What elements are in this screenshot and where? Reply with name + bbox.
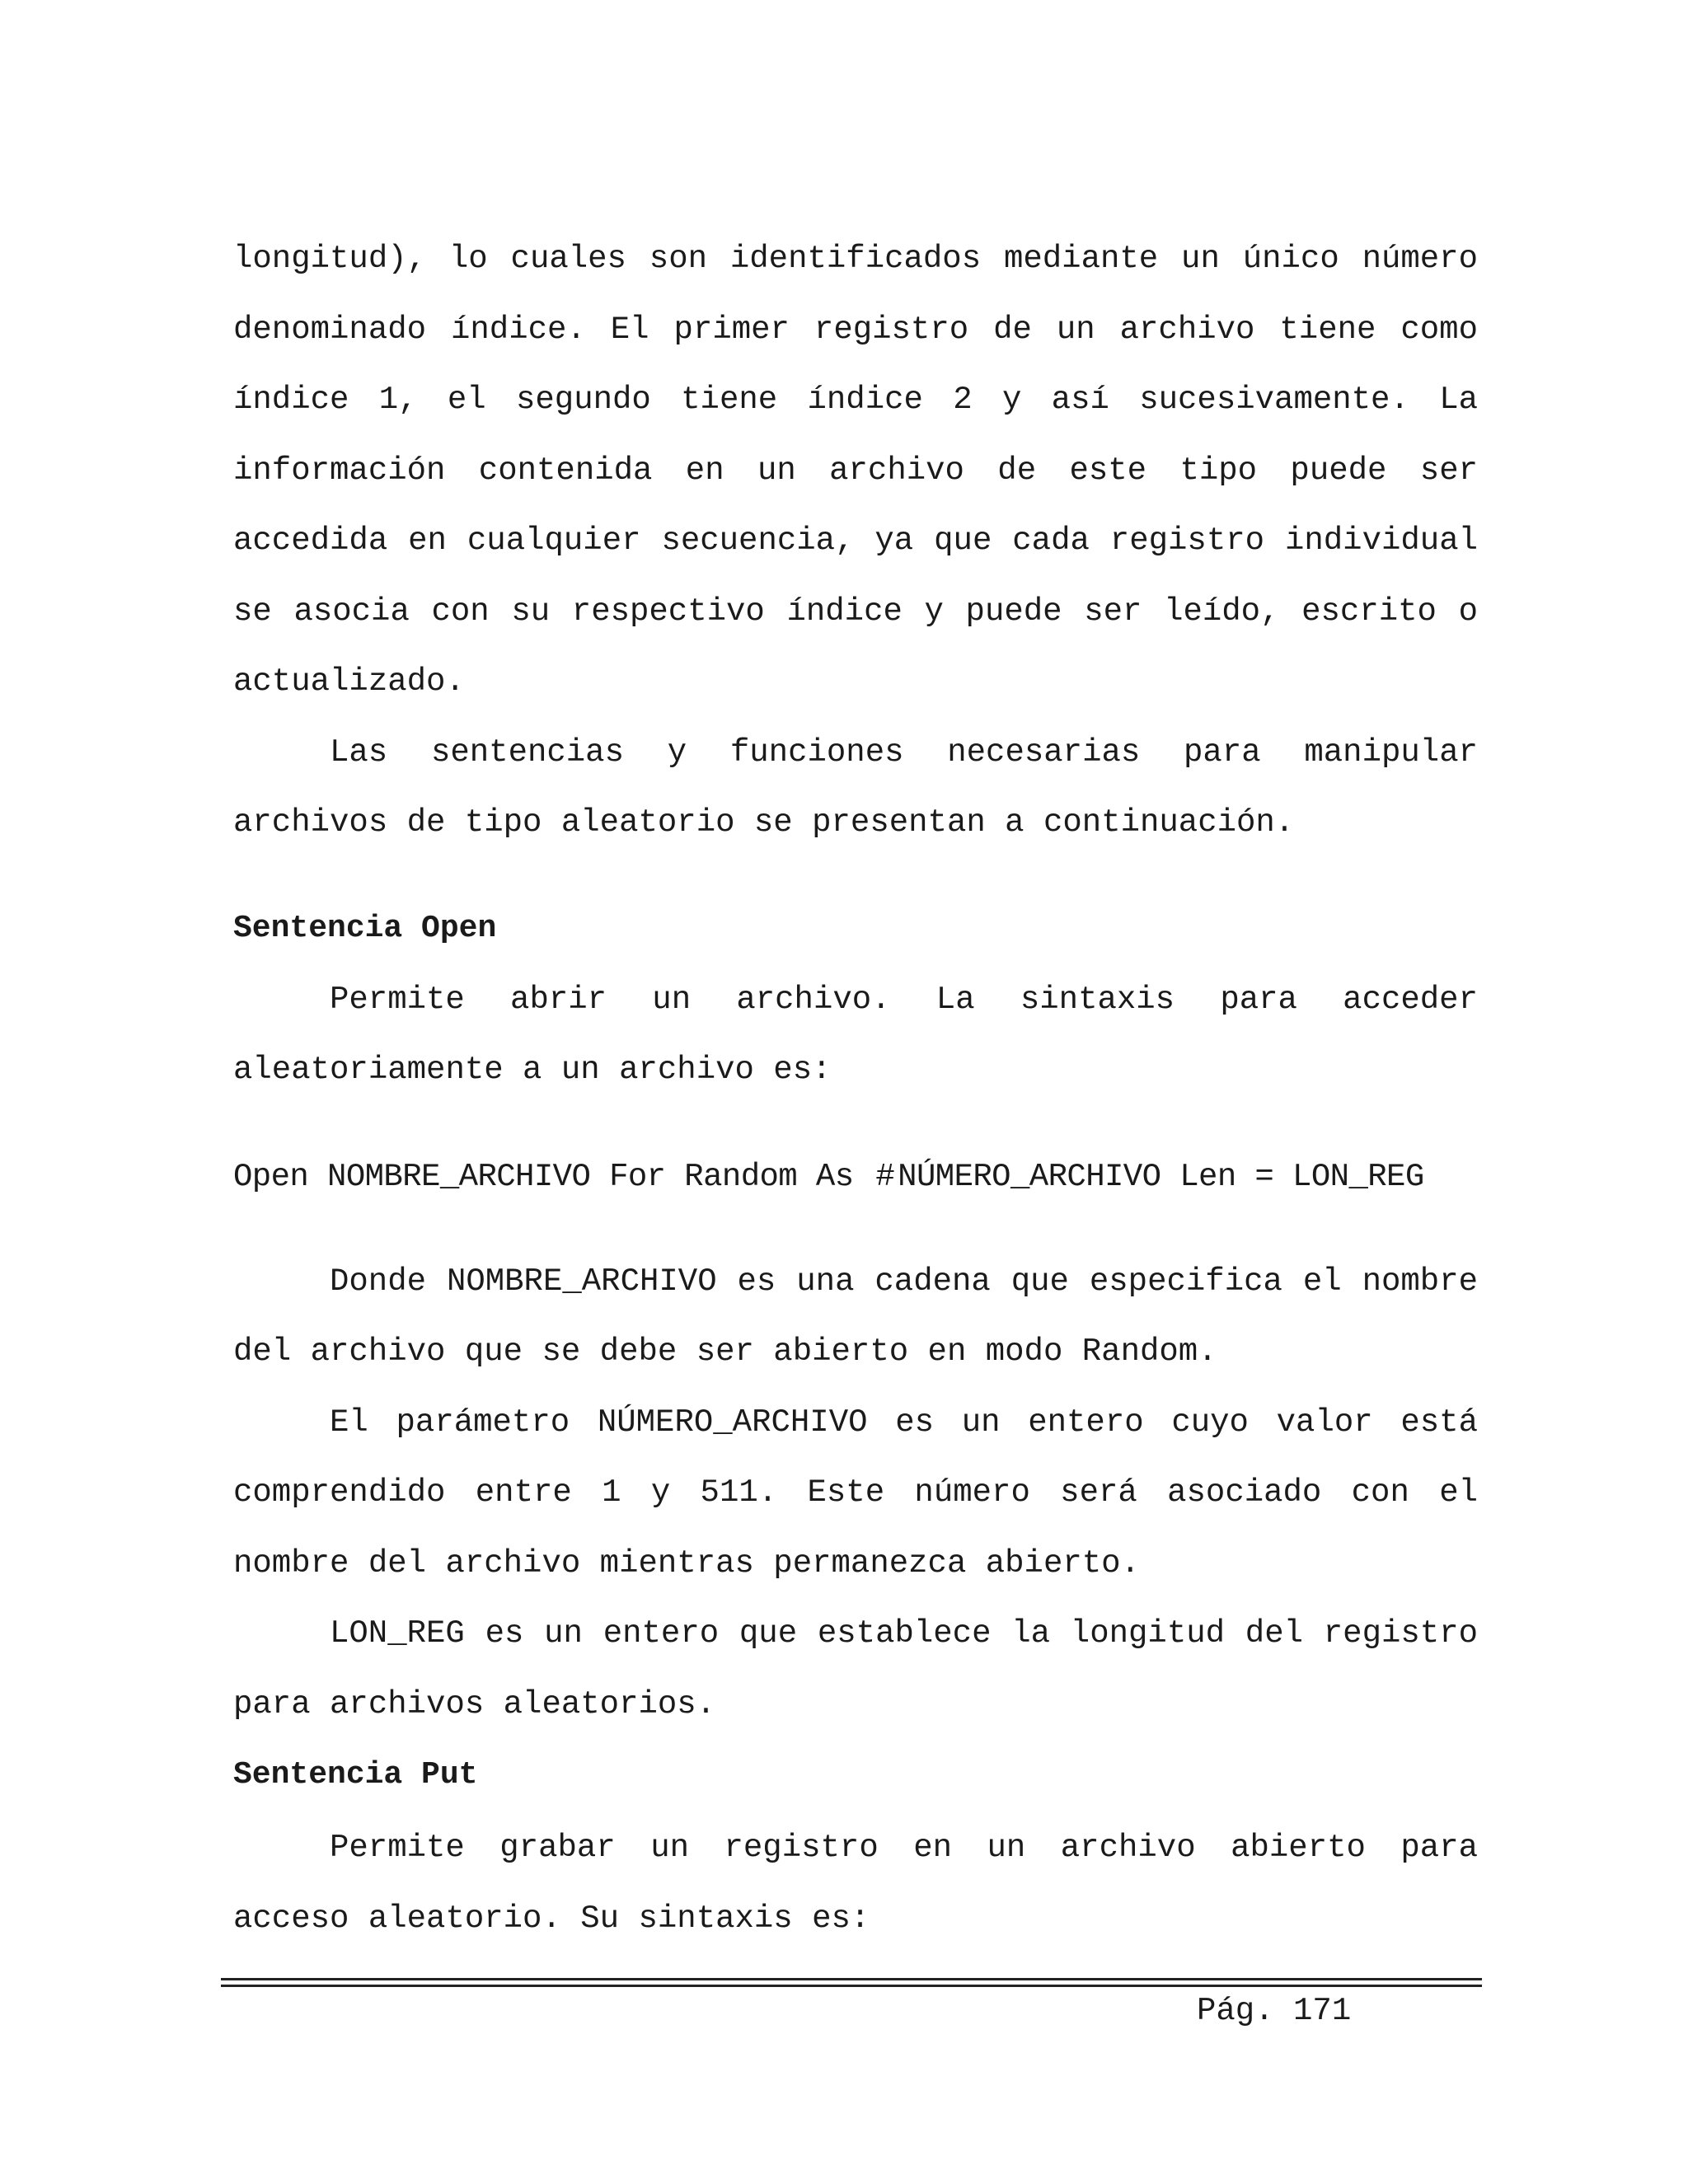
- paragraph-put-description: Permite grabar un registro en un archivo abierto para acceso aleatorio. Su sintaxis es:: [233, 1830, 1478, 1937]
- open-syntax-hash: #: [875, 1158, 895, 1195]
- paragraph-random-files-intro: longitud), lo cuales son identificados mediante un único número denominado índice. El primer registro de un archivo tiene como índice 1, el segundo tiene índice 2 y así sucesivamente. La información contenida en un archivo de este tipo puede ser accedida en cualquier secuencia, ya que cada registro individual se asocia con su respectivo índice y puede ser leído, escrito o actualizado.: [233, 241, 1478, 700]
- open-syntax-part-b: NÚMERO_ARCHIVO Len = LON_REG: [898, 1158, 1424, 1195]
- open-syntax-part-a: Open NOMBRE_ARCHIVO For Random As: [233, 1158, 854, 1195]
- heading-sentencia-open: Sentencia Open: [233, 910, 497, 946]
- paragraph-open-description: Permite abrir un archivo. La sintaxis para acceder aleatoriamente a un archivo es:: [233, 981, 1478, 1088]
- heading-sentencia-put: Sentencia Put: [233, 1757, 478, 1793]
- open-syntax-line: [233, 1142, 1478, 1212]
- paragraph-functions-intro: Las sentencias y funciones necesarias para manipular archivos de tipo aleatorio se presentan a continuación.: [233, 733, 1478, 841]
- page-number: Pág. 171: [1197, 1993, 1352, 2029]
- paragraph-donde: Donde NOMBRE_ARCHIVO es una cadena que especifica el nombre del archivo que se debe ser abierto en modo Random.: [233, 1263, 1478, 1370]
- page-body: [233, 224, 1478, 1954]
- footer-rule-top: [221, 1978, 1482, 1980]
- paragraph-numero-archivo: El parámetro NÚMERO_ARCHIVO es un entero cuyo valor está comprendido entre 1 y 511. Este número será asociado con el nombre del archivo mientras permanezca abierto.: [233, 1404, 1478, 1582]
- paragraph-lon-reg: LON_REG es un entero que establece la longitud del registro para archivos aleatorios.: [233, 1615, 1478, 1722]
